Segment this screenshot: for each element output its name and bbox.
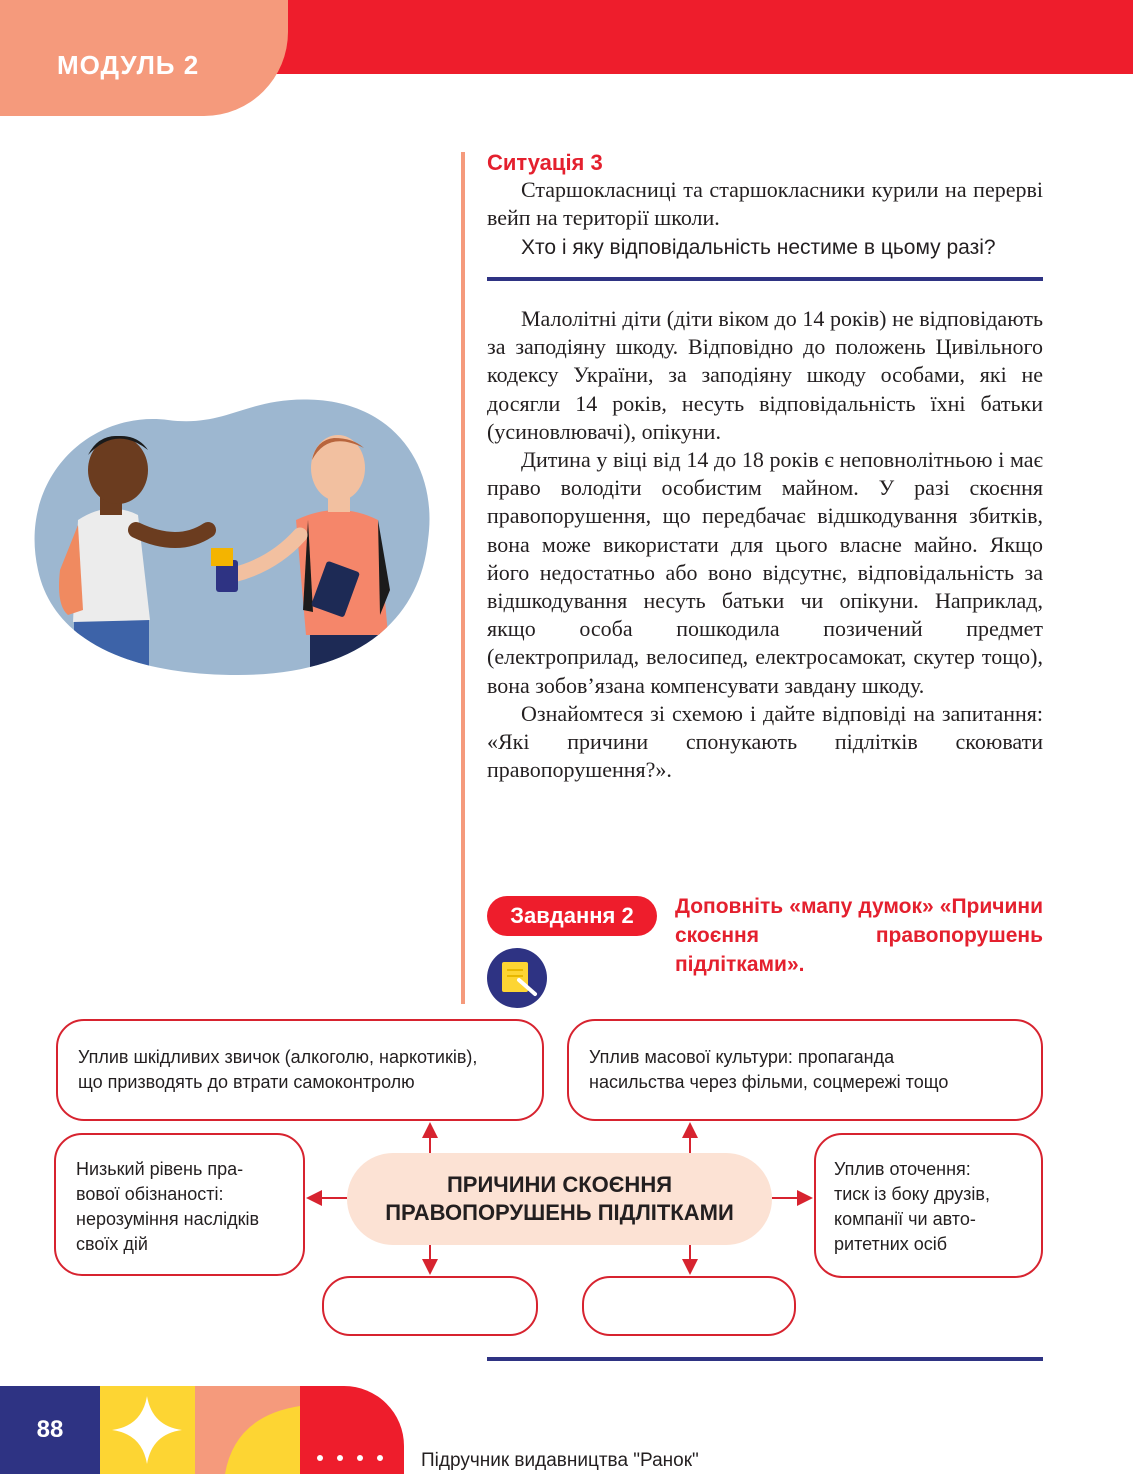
cause-harmful-habits (56, 1019, 544, 1121)
mind-map-center (347, 1153, 772, 1245)
module-label: МОДУЛЬ 2 (57, 50, 200, 80)
situation-question: Хто і яку відповідальність нестиме в цьому разі? (521, 236, 996, 259)
cause-line: вової обізнаності: (76, 1184, 224, 1204)
paragraph-minors: Малолітні діти (діти віком до 14 років) не відповідають за заподіяну шкоду. Відповідно до положень Цивільного кодексу України, за заподіяну шкоду особами, які не досягли 14 років, несуть відповідальність їхні батьки (усиновлювачі), опікуни. (487, 306, 1043, 444)
footer-red-block (300, 1386, 404, 1474)
teens-cigarettes-illustration (28, 390, 433, 680)
cause-line: ритетних осіб (834, 1234, 948, 1254)
center-line: ПРИЧИНИ СКОЄННЯ (446, 1172, 673, 1197)
footer-salmon-block (195, 1386, 300, 1474)
situation-title: Ситуація 3 (487, 150, 603, 175)
cause-line: нерозуміння наслідків (76, 1209, 260, 1229)
sparkle-icon (100, 1386, 195, 1474)
empty-cause-box-left[interactable] (322, 1276, 538, 1336)
main-text (487, 305, 1043, 784)
leaf-shape-icon (195, 1386, 300, 1474)
header-red-band (240, 0, 1133, 74)
cause-line: Уплив шкідливих звичок (алкоголю, наркотиків), (78, 1047, 478, 1067)
page-number: 88 (36, 1416, 64, 1443)
cause-legal-awareness (54, 1133, 305, 1276)
cause-line: Уплив масової культури: пропаганда (589, 1047, 895, 1067)
paragraph-teenagers: Дитина у віці від 14 до 18 років є неповнолітньою і має право володіти особистим майном. У разі скоєння правопорушення, що передбачає відшкодування збитків, вона може використати для цього власне майно. Якщо його недостатньо або воно відсутнє, відповідальність за відшкодування несуть батьки чи опікуни. Наприклад, якщо особа пошкодила позичений предмет (електроприлад, велосипед, електросамокат, скутер тощо), вона зобов’язана компенсувати завдану шкоду. (487, 447, 1043, 698)
notebook-pencil-icon (487, 948, 547, 1008)
cause-line: своїх дій (76, 1234, 148, 1254)
vertical-divider (461, 152, 465, 1004)
cause-peer-influence (814, 1133, 1043, 1278)
cause-line: тиск із боку друзів, (834, 1184, 990, 1204)
cause-line: Уплив оточення: (834, 1159, 971, 1179)
situation-text: Старшокласниці та старшокласники курили на перерві вейп на території школи. (487, 177, 1043, 231)
footer-yellow-block (100, 1386, 195, 1474)
task-text: Доповніть «мапу думок» «Причини скоєння правопорушень підлітками». (675, 895, 1043, 976)
cause-line: що призводять до втрати самоконтролю (78, 1072, 415, 1092)
cause-line: насильства через фільми, соцмережі тощо (589, 1072, 949, 1092)
cause-mass-culture (567, 1019, 1043, 1121)
task-badge: Завдання 2 (487, 896, 657, 936)
paragraph-instruction: Ознайомтеся зі схемою і дайте відповіді на запитання: «Які причини спонукають підлітків скоювати правопорушення?». (487, 700, 1043, 783)
cause-line: компанії чи авто- (834, 1209, 976, 1229)
publisher-credit: Підручник видавництва "Ранок" (421, 1450, 699, 1471)
cause-line: Низький рівень пра- (76, 1159, 244, 1179)
empty-cause-box-right[interactable] (582, 1276, 796, 1336)
horizontal-rule (487, 277, 1043, 281)
horizontal-rule (487, 1357, 1043, 1361)
center-line: ПРАВОПОРУШЕНЬ ПІДЛІТКАМИ (385, 1200, 734, 1225)
dots-icon (300, 1386, 404, 1474)
